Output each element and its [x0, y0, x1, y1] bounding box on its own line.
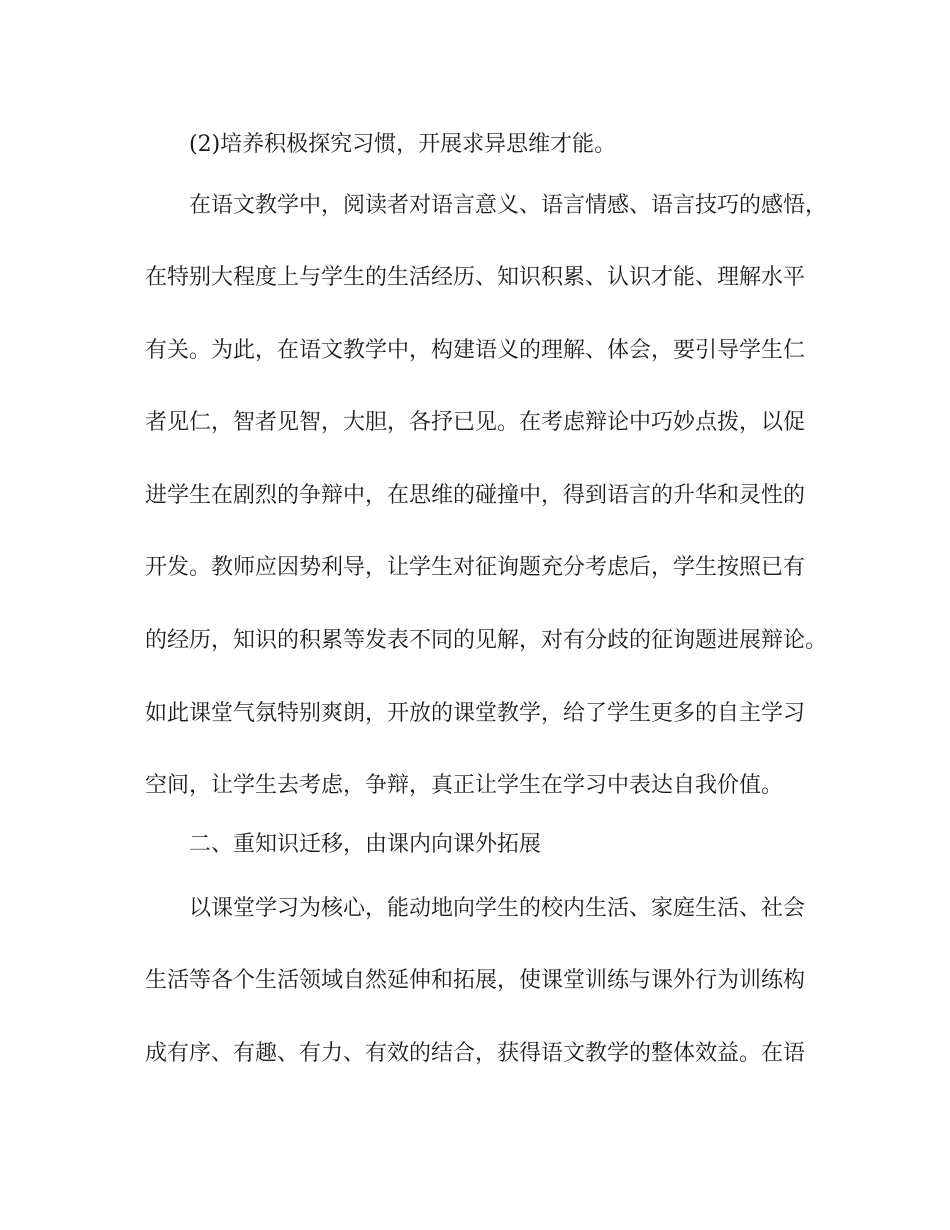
subheading-line: (2)培养积极探究习惯，开展求异思维才能。	[189, 132, 617, 157]
paragraph-line: 如此课堂气氛特别爽朗，开放的课堂教学，给了学生更多的自主学习	[145, 701, 806, 726]
paragraph-line: 成有序、有趣、有力、有效的结合，获得语文教学的整体效益。在语	[145, 1041, 806, 1066]
paragraph-line: 在语文教学中，阅读者对语言意义、语言情感、语言技巧的感悟，	[189, 193, 828, 218]
paragraph-line: 空间，让学生去考虑，争辩，真正让学生在学习中表达自我价值。	[145, 773, 784, 798]
paragraph-line: 的经历，知识的积累等发表不同的见解，对有分歧的征询题进展辩论。	[145, 628, 828, 653]
paragraph-line: 在特别大程度上与学生的生活经历、知识积累、认识才能、理解水平	[145, 265, 806, 290]
section-heading: 二、重知识迁移，由课内向课外拓展	[189, 832, 542, 857]
paragraph-line: 者见仁，智者见智，大胆，各抒已见。在考虑辩论中巧妙点拨，以促	[145, 410, 806, 435]
paragraph-line: 生活等各个生活领域自然延伸和拓展，使课堂训练与课外行为训练构	[145, 968, 806, 993]
paragraph-line: 进学生在剧烈的争辩中，在思维的碰撞中，得到语言的升华和灵性的	[145, 483, 806, 508]
paragraph-line: 开发。教师应因势利导，让学生对征询题充分考虑后，学生按照已有	[145, 555, 806, 580]
paragraph-line: 以课堂学习为核心，能动地向学生的校内生活、家庭生活、社会	[189, 896, 806, 921]
paragraph-line: 有关。为此，在语文教学中，构建语义的理解、体会，要引导学生仁	[145, 338, 806, 363]
